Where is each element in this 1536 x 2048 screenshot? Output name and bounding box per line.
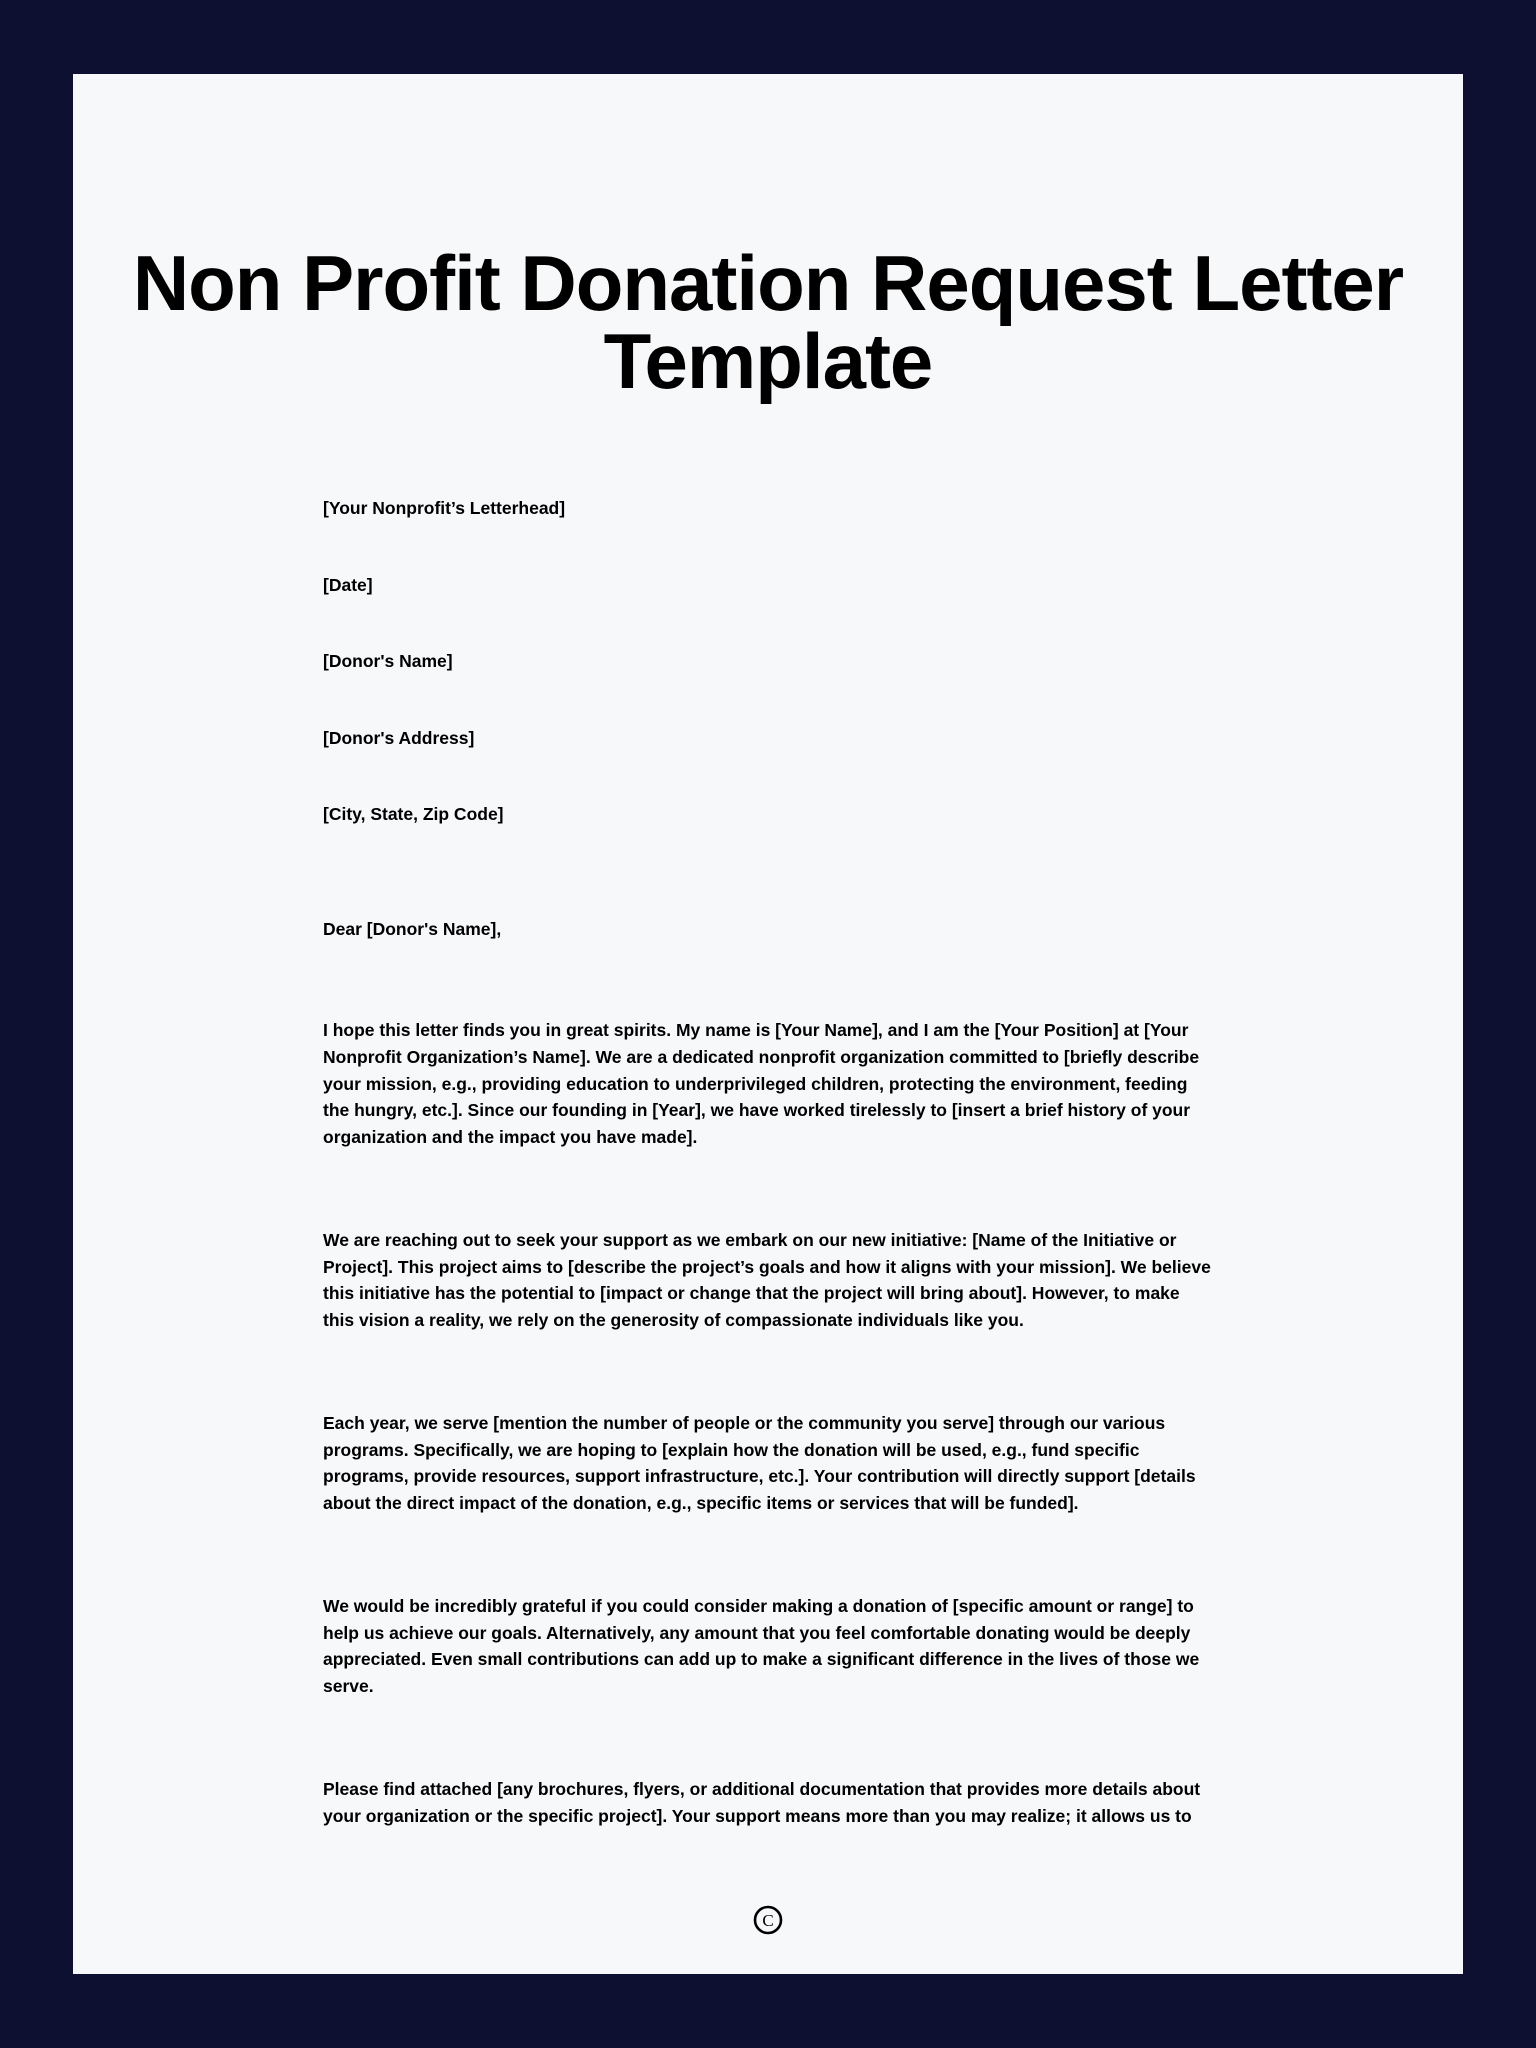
salutation: Dear [Donor's Name], xyxy=(323,918,502,939)
paragraph-2: We are reaching out to seek your support as we embark on our new initiative: [Name of the Initiative or Project]. This project aims to [describe the project’s goals and how it aligns with your mission]. We believe this initiative has the potential to [impact or change that the project will bring about]. However, to make this vision a reality, we rely on the generosity of compassionate individuals like you. xyxy=(323,1229,1211,1331)
field-city-state-zip: [City, State, Zip Code] xyxy=(323,804,504,824)
letter-body xyxy=(73,496,1463,1830)
page-title: Non Profit Donation Request Letter Template xyxy=(132,239,1404,405)
field-date: [Date] xyxy=(323,574,373,595)
svg-text:C: C xyxy=(762,1911,774,1930)
paragraph-4: We would be incredibly grateful if you could consider making a donation of [specific amount or range] to help us achieve our goals. Alternatively, any amount that you feel comfortable donating would be deeply appreciated. Even small contributions can add up to make a significant difference in the lives of those we serve. xyxy=(323,1595,1200,1697)
copyright-icon xyxy=(753,1911,783,1939)
copyright-footer xyxy=(73,1905,1463,1940)
field-donor-name: [Donor's Name] xyxy=(323,651,453,671)
paragraph-5: Please find attached [any brochures, flyers, or additional documentation that provides more details about your organization or the specific project]. Your support means more than you may realize; it allows us to xyxy=(323,1779,1201,1826)
field-donor-address: [Donor's Address] xyxy=(323,727,475,748)
document-page xyxy=(73,74,1463,1974)
paragraph-1: I hope this letter finds you in great spirits. My name is [Your Name], and I am the [Your Position] at [Your Nonprofit Organization’s Name]. We are a dedicated nonprofit organization committed to [briefly describe your mission, e.g., providing education to underprivileged children, protecting the environment, feeding the hungry, etc.]. Since our founding in [Year], we have worked tirelessly to [insert a brief history of your organization and the impact you have made]. xyxy=(323,1020,1200,1148)
paragraph-3: Each year, we serve [mention the number of people or the community you serve] through our various programs. Specifically, we are hoping to [explain how the donation will be used, e.g., fund specific programs, provide resources, support infrastructure, etc.]. Your contribution will directly support [details about the direct impact of the donation, e.g., specific items or services that will be funded]. xyxy=(323,1412,1196,1514)
field-letterhead: [Your Nonprofit’s Letterhead] xyxy=(323,498,566,518)
